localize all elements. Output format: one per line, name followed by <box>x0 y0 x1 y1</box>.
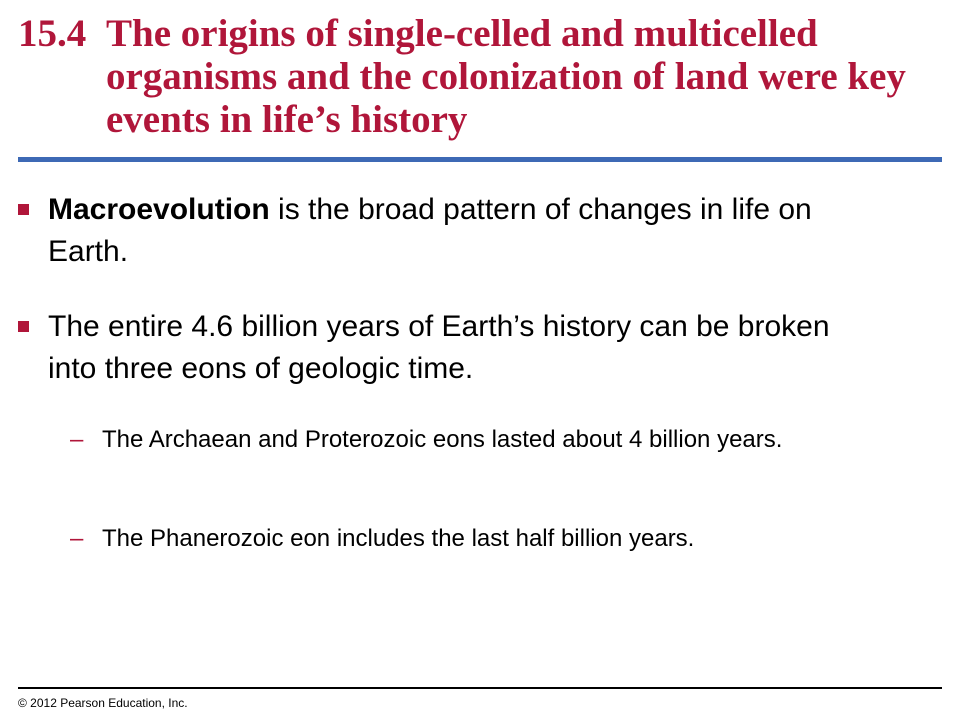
slide-title <box>18 12 938 141</box>
copyright-notice: © 2012 Pearson Education, Inc. <box>18 696 188 710</box>
bullet-term: Macroevolution <box>48 193 270 226</box>
title-text: The origins of single-celled and multicelled organisms and the colonization of land were key events in life’s history <box>106 12 906 141</box>
dash-bullet-icon: – <box>70 525 84 552</box>
sub-bullet-phanerozoic <box>70 522 832 556</box>
sub-bullet-archaean <box>70 423 832 457</box>
bullet-definition: is the broad pattern of changes in life on Earth. <box>48 193 812 268</box>
footer-divider <box>18 687 942 689</box>
dash-bullet-icon: – <box>70 426 84 453</box>
bullet-macroevolution <box>18 189 868 273</box>
title-divider <box>18 157 942 162</box>
sub-bullet-text: The Archaean and Proterozoic eons lasted about 4 billion years. <box>102 426 783 453</box>
bullet-eons <box>18 306 868 390</box>
bullet-text <box>48 189 868 273</box>
section-number: 15.4 <box>18 12 87 55</box>
square-bullet-icon <box>18 321 29 332</box>
square-bullet-icon <box>18 204 29 215</box>
sub-bullet-text: The Phanerozoic eon includes the last half billion years. <box>102 525 695 552</box>
bullet-text: The entire 4.6 billion years of Earth’s history can be broken into three eons of geologic time. <box>48 310 830 385</box>
